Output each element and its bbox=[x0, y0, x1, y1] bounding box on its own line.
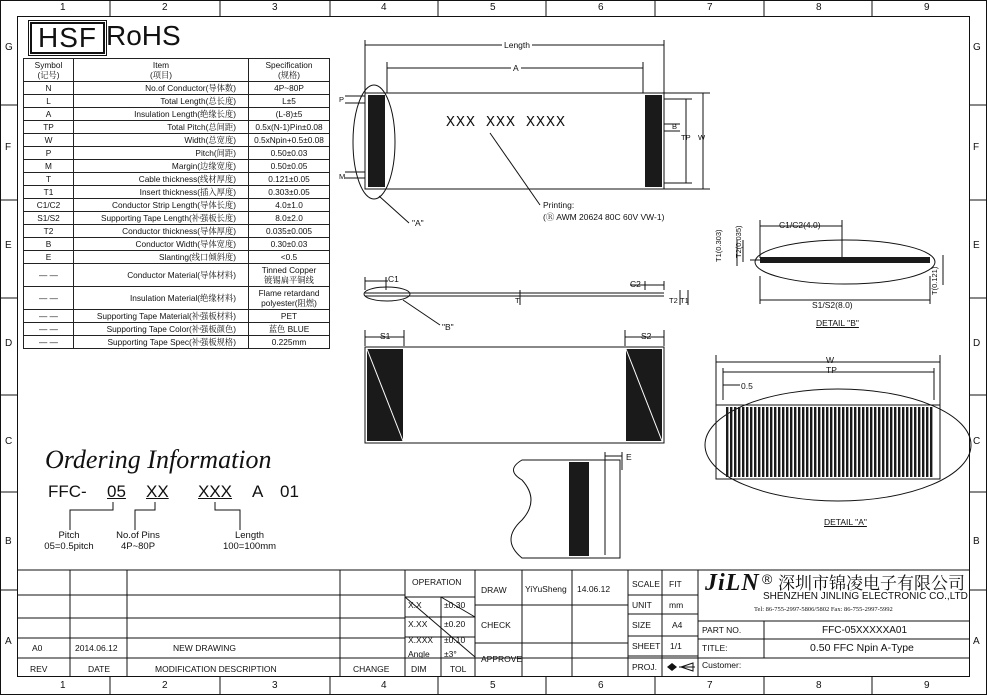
w-dim: W bbox=[698, 133, 706, 142]
conductor-stripe bbox=[926, 407, 928, 477]
e-label: E bbox=[626, 452, 632, 462]
ordering-length: XXX bbox=[198, 482, 233, 501]
spec-value: 0.5x(N-1)Pin±0.08 bbox=[249, 121, 330, 134]
symbol-header: Symbol (记号) bbox=[24, 59, 74, 82]
conductor-stripe bbox=[750, 407, 752, 477]
conductor-stripe bbox=[730, 407, 732, 477]
col-label: 6 bbox=[598, 680, 604, 691]
spec-value: (L-8)±5 bbox=[249, 108, 330, 121]
row-label: C bbox=[5, 436, 13, 447]
part-no-value: FFC-05XXXXXA01 bbox=[822, 625, 908, 636]
company-name-en: SHENZHEN JINLING ELECTRONIC CO.,LTD bbox=[763, 591, 968, 602]
spec-symbol: — — bbox=[24, 287, 74, 310]
spec-item: Slanting(线口倾斜度) bbox=[74, 251, 249, 264]
spec-value: 8.0±2.0 bbox=[249, 212, 330, 225]
spec-value: 0.50±0.03 bbox=[249, 147, 330, 160]
conductor-stripe bbox=[870, 407, 872, 477]
sheet-label: SHEET bbox=[632, 641, 661, 651]
callout-b: "B" bbox=[442, 322, 454, 332]
conductor-stripe bbox=[922, 407, 924, 477]
b-dim: B bbox=[672, 122, 678, 131]
sheet-value: 1/1 bbox=[670, 641, 682, 651]
proj-label: PROJ. bbox=[632, 662, 658, 672]
spec-item: Total Pitch(总间距) bbox=[74, 121, 249, 134]
spec-value: Tinned Copper 镀锡扁平铜线 bbox=[249, 264, 330, 287]
spec-item: Insert thickness(插入厚度) bbox=[74, 186, 249, 199]
col-label: 4 bbox=[381, 680, 387, 691]
conductor-stripe bbox=[898, 407, 900, 477]
change-header: CHANGE bbox=[353, 664, 390, 674]
spec-value: <0.5 bbox=[249, 251, 330, 264]
spec-symbol: S1/S2 bbox=[24, 212, 74, 225]
tol-dim-1: X.X bbox=[408, 600, 422, 610]
col-label: 2 bbox=[162, 2, 168, 13]
spec-item: Pitch(间距) bbox=[74, 147, 249, 160]
spec-item: Conductor thickness(导体厚度) bbox=[74, 225, 249, 238]
spec-symbol: L bbox=[24, 95, 74, 108]
tol-header: TOL bbox=[450, 664, 467, 674]
conductor-stripe bbox=[886, 407, 888, 477]
t-label: T bbox=[515, 296, 520, 305]
item-header: Item (项目) bbox=[74, 59, 249, 82]
spec-value: 0.30±0.03 bbox=[249, 238, 330, 251]
tol-dim-3: X.XXX bbox=[408, 635, 434, 645]
conductor-stripe bbox=[850, 407, 852, 477]
row-label: G bbox=[5, 42, 13, 53]
spec-item: Conductor Width(导体宽度) bbox=[74, 238, 249, 251]
spec-symbol: T1 bbox=[24, 186, 74, 199]
conductor-stripe bbox=[814, 407, 816, 477]
row-label: D bbox=[5, 338, 13, 349]
spec-symbol: C1/C2 bbox=[24, 199, 74, 212]
spec-value: 0.5xNpin+0.5±0.08 bbox=[249, 134, 330, 147]
conductor-stripe bbox=[834, 407, 836, 477]
row-label: C bbox=[973, 436, 981, 447]
part-no-label: PART NO. bbox=[702, 625, 742, 635]
row-label: E bbox=[973, 240, 980, 251]
tol-val-1: ±0.30 bbox=[444, 600, 466, 610]
conductor-stripe bbox=[858, 407, 860, 477]
col-label: 7 bbox=[707, 680, 713, 691]
conductor-stripe bbox=[822, 407, 824, 477]
col-label: 2 bbox=[162, 680, 168, 691]
spec-symbol: P bbox=[24, 147, 74, 160]
row-label: F bbox=[973, 142, 980, 153]
conductor-stripe bbox=[786, 407, 788, 477]
operation-label: OPERATION bbox=[412, 577, 462, 587]
conductor-stripe bbox=[726, 407, 728, 477]
conductor-stripe bbox=[910, 407, 912, 477]
col-label: 5 bbox=[490, 680, 496, 691]
conductor-stripe bbox=[774, 407, 776, 477]
registered-mark: ® bbox=[762, 571, 773, 587]
col-label: 3 bbox=[272, 680, 278, 691]
spec-item: Margin(边缘宽度) bbox=[74, 160, 249, 173]
unit-label: UNIT bbox=[632, 600, 652, 610]
conductor-stripe bbox=[790, 407, 792, 477]
spec-header: Specification (规格) bbox=[249, 59, 330, 82]
conductor-stripe bbox=[882, 407, 884, 477]
spec-symbol: — — bbox=[24, 264, 74, 287]
spec-symbol: — — bbox=[24, 323, 74, 336]
tol-val-2: ±0.20 bbox=[444, 619, 466, 629]
printing-text: (Ⓡ AWM 20624 80C 60V VW-1) bbox=[543, 212, 665, 222]
row-label: D bbox=[973, 338, 981, 349]
col-label: 9 bbox=[924, 680, 930, 691]
company-logo: JiLN bbox=[705, 570, 760, 596]
t2-label: T2 bbox=[669, 296, 678, 305]
col-label: 5 bbox=[490, 2, 496, 13]
spec-item: Cable thickness(线材厚度) bbox=[74, 173, 249, 186]
spec-symbol: — — bbox=[24, 336, 74, 349]
conductor-stripe bbox=[798, 407, 800, 477]
callout-a: "A" bbox=[412, 218, 424, 228]
conductor-stripe bbox=[838, 407, 840, 477]
ordering-leaders bbox=[0, 0, 330, 560]
draw-label: DRAW bbox=[481, 585, 507, 595]
conductor-stripe bbox=[794, 407, 796, 477]
spec-item: Width(总宽度) bbox=[74, 134, 249, 147]
row-label: A bbox=[5, 636, 12, 647]
tol-dim-2: X.XX bbox=[408, 619, 428, 629]
spec-symbol: T bbox=[24, 173, 74, 186]
drawer-name: YiYuSheng bbox=[525, 584, 567, 594]
spec-symbol: B bbox=[24, 238, 74, 251]
customer-label: Customer: bbox=[702, 660, 742, 670]
conductor-stripe bbox=[854, 407, 856, 477]
t1-dim: T1(0.303) bbox=[714, 229, 723, 262]
rev-description: NEW DRAWING bbox=[173, 643, 236, 653]
col-label: 8 bbox=[816, 2, 822, 13]
spec-item: Supporting Tape Length(补强板长度) bbox=[74, 212, 249, 225]
spec-value: L±5 bbox=[249, 95, 330, 108]
spec-value: Flame retardand polyester(阻燃) bbox=[249, 287, 330, 310]
row-label: B bbox=[5, 536, 12, 547]
conductor-stripe bbox=[890, 407, 892, 477]
t1-label: T1 bbox=[680, 296, 689, 305]
conductor-stripe bbox=[802, 407, 804, 477]
m-dim: M bbox=[339, 172, 346, 181]
col-label: 6 bbox=[598, 2, 604, 13]
spec-item: Conductor Material(导体材料) bbox=[74, 264, 249, 287]
conductor-stripe bbox=[894, 407, 896, 477]
col-label: 4 bbox=[381, 2, 387, 13]
title-label: TITLE: bbox=[702, 643, 728, 653]
rev-header: REV bbox=[30, 664, 48, 674]
rohs-mark: RoHS bbox=[106, 20, 181, 51]
tol-val-3: ±0.10 bbox=[444, 635, 466, 645]
col-label: 1 bbox=[60, 2, 66, 13]
conductor-stripe bbox=[734, 407, 736, 477]
tp-dim: TP bbox=[681, 133, 691, 142]
col-label: 9 bbox=[924, 2, 930, 13]
spec-item: Supporting Tape Color(补强板颜色) bbox=[74, 323, 249, 336]
conductor-stripe bbox=[810, 407, 812, 477]
conductor-stripe bbox=[758, 407, 760, 477]
conductor-stripe bbox=[738, 407, 740, 477]
pitch-legend: Pitch 05=0.5pitch bbox=[44, 530, 94, 552]
spec-item: Supporting Tape Spec(补强板规格) bbox=[74, 336, 249, 349]
p-dim: P bbox=[339, 95, 345, 104]
spec-item: Conductor Strip Length(导体长度) bbox=[74, 199, 249, 212]
spec-value: 0.225mm bbox=[249, 336, 330, 349]
detail-a-pitch: 0.5 bbox=[741, 381, 753, 391]
size-label: SIZE bbox=[632, 620, 651, 630]
conductor-stripe bbox=[914, 407, 916, 477]
t-dim: T(0.121) bbox=[930, 266, 939, 295]
ordering-pitch: 05 bbox=[107, 482, 126, 501]
projection-symbol-icon bbox=[664, 659, 696, 675]
ordering-pins: XX bbox=[146, 482, 169, 501]
spec-symbol: TP bbox=[24, 121, 74, 134]
row-label: G bbox=[973, 42, 981, 53]
spec-symbol: T2 bbox=[24, 225, 74, 238]
pins-legend: No.of Pins 4P~80P bbox=[116, 530, 160, 552]
company-contact: Tel: 86-755-2997-5806/5802 Fax: 86-755-2997-5992 bbox=[754, 606, 893, 613]
conductor-stripe bbox=[754, 407, 756, 477]
detail-b-title: DETAIL "B" bbox=[816, 318, 859, 328]
conductor-stripe bbox=[842, 407, 844, 477]
conductor-stripe bbox=[766, 407, 768, 477]
conductor-stripe bbox=[778, 407, 780, 477]
dim-header: DIM bbox=[411, 664, 427, 674]
c-dim: C1/C2(4.0) bbox=[779, 220, 821, 230]
conductor-stripe bbox=[806, 407, 808, 477]
approve-label: APPROVE bbox=[481, 654, 523, 664]
detail-a-tp: TP bbox=[826, 365, 837, 375]
c2-label: C2 bbox=[630, 279, 641, 289]
spec-symbol: — — bbox=[24, 310, 74, 323]
spec-symbol: M bbox=[24, 160, 74, 173]
s2-label: S2 bbox=[641, 331, 652, 341]
spec-symbol: E bbox=[24, 251, 74, 264]
spec-symbol: N bbox=[24, 82, 74, 95]
a-dim: A bbox=[513, 63, 519, 73]
tol-val-4: ±3° bbox=[444, 649, 457, 659]
draw-date: 14.06.12 bbox=[577, 584, 611, 594]
s1-label: S1 bbox=[380, 331, 391, 341]
tol-dim-4: Angle bbox=[408, 649, 430, 659]
hsf-mark: HSF bbox=[30, 22, 105, 54]
spec-value: 0.121±0.05 bbox=[249, 173, 330, 186]
row-label: E bbox=[5, 240, 12, 251]
spec-value: 0.50±0.05 bbox=[249, 160, 330, 173]
conductor-stripe bbox=[878, 407, 880, 477]
detail-a-w: W bbox=[826, 355, 835, 365]
printing-marks: XXX XXX XXXX bbox=[446, 114, 567, 131]
conductor-stripe bbox=[818, 407, 820, 477]
row-label: F bbox=[5, 142, 12, 153]
company-name-cn: 深圳市锦凌电子有限公司 bbox=[778, 574, 965, 593]
spec-value: 4.0±1.0 bbox=[249, 199, 330, 212]
t2-dim: T2(0.035) bbox=[734, 225, 743, 258]
col-label: 7 bbox=[707, 2, 713, 13]
col-label: 8 bbox=[816, 680, 822, 691]
conductor-stripe bbox=[902, 407, 904, 477]
rev-date: 2014.06.12 bbox=[75, 643, 118, 653]
spec-symbol: W bbox=[24, 134, 74, 147]
row-label: A bbox=[973, 636, 980, 647]
scale-label: SCALE bbox=[632, 579, 660, 589]
desc-header: MODIFICATION DESCRIPTION bbox=[155, 664, 277, 674]
spec-item: Insulation Length(绝缘长度) bbox=[74, 108, 249, 121]
spec-value: PET bbox=[249, 310, 330, 323]
conductor-stripe bbox=[918, 407, 920, 477]
conductor-stripe bbox=[846, 407, 848, 477]
spec-symbol: A bbox=[24, 108, 74, 121]
spec-item: No.of Conductor(导体数) bbox=[74, 82, 249, 95]
spec-value: 0.303±0.05 bbox=[249, 186, 330, 199]
conductor-stripe bbox=[930, 407, 932, 477]
s-dim: S1/S2(8.0) bbox=[812, 300, 853, 310]
ordering-suffix: 01 bbox=[280, 482, 299, 501]
detail-a-conductors bbox=[726, 407, 932, 477]
conductor-stripe bbox=[862, 407, 864, 477]
title-value: 0.50 FFC Npin A-Type bbox=[810, 642, 914, 654]
detail-a-title: DETAIL "A" bbox=[824, 517, 867, 527]
conductor-stripe bbox=[906, 407, 908, 477]
spec-item: Supporting Tape Material(补强板材料) bbox=[74, 310, 249, 323]
length-legend: Length 100=100mm bbox=[222, 530, 277, 552]
col-label: 1 bbox=[60, 680, 66, 691]
spec-item: Insulation Material(绝缘材料) bbox=[74, 287, 249, 310]
spec-value: 4P~80P bbox=[249, 82, 330, 95]
ordering-type: A bbox=[252, 482, 264, 501]
conductor-stripe bbox=[874, 407, 876, 477]
date-header: DATE bbox=[88, 664, 111, 674]
length-dim: Length bbox=[504, 40, 530, 50]
spec-value: 0.035±0.005 bbox=[249, 225, 330, 238]
row-label: B bbox=[973, 536, 980, 547]
unit-value: mm bbox=[669, 600, 684, 610]
size-value: A4 bbox=[672, 620, 683, 630]
conductor-stripe bbox=[770, 407, 772, 477]
conductor-stripe bbox=[830, 407, 832, 477]
conductor-stripe bbox=[782, 407, 784, 477]
check-label: CHECK bbox=[481, 620, 511, 630]
conductor-stripe bbox=[742, 407, 744, 477]
spec-value: 蓝色 BLUE bbox=[249, 323, 330, 336]
spec-item: Total Length(总长度) bbox=[74, 95, 249, 108]
conductor-stripe bbox=[762, 407, 764, 477]
col-label: 3 bbox=[272, 2, 278, 13]
conductor-stripe bbox=[866, 407, 868, 477]
conductor-stripe bbox=[826, 407, 828, 477]
rev-value: A0 bbox=[32, 643, 43, 653]
c1-label: C1 bbox=[388, 274, 399, 284]
printing-label: Printing: bbox=[543, 200, 575, 210]
ordering-title: Ordering Information bbox=[45, 445, 272, 474]
ordering-prefix: FFC- bbox=[48, 482, 87, 501]
scale-value: FIT bbox=[669, 579, 682, 589]
conductor-stripe bbox=[746, 407, 748, 477]
